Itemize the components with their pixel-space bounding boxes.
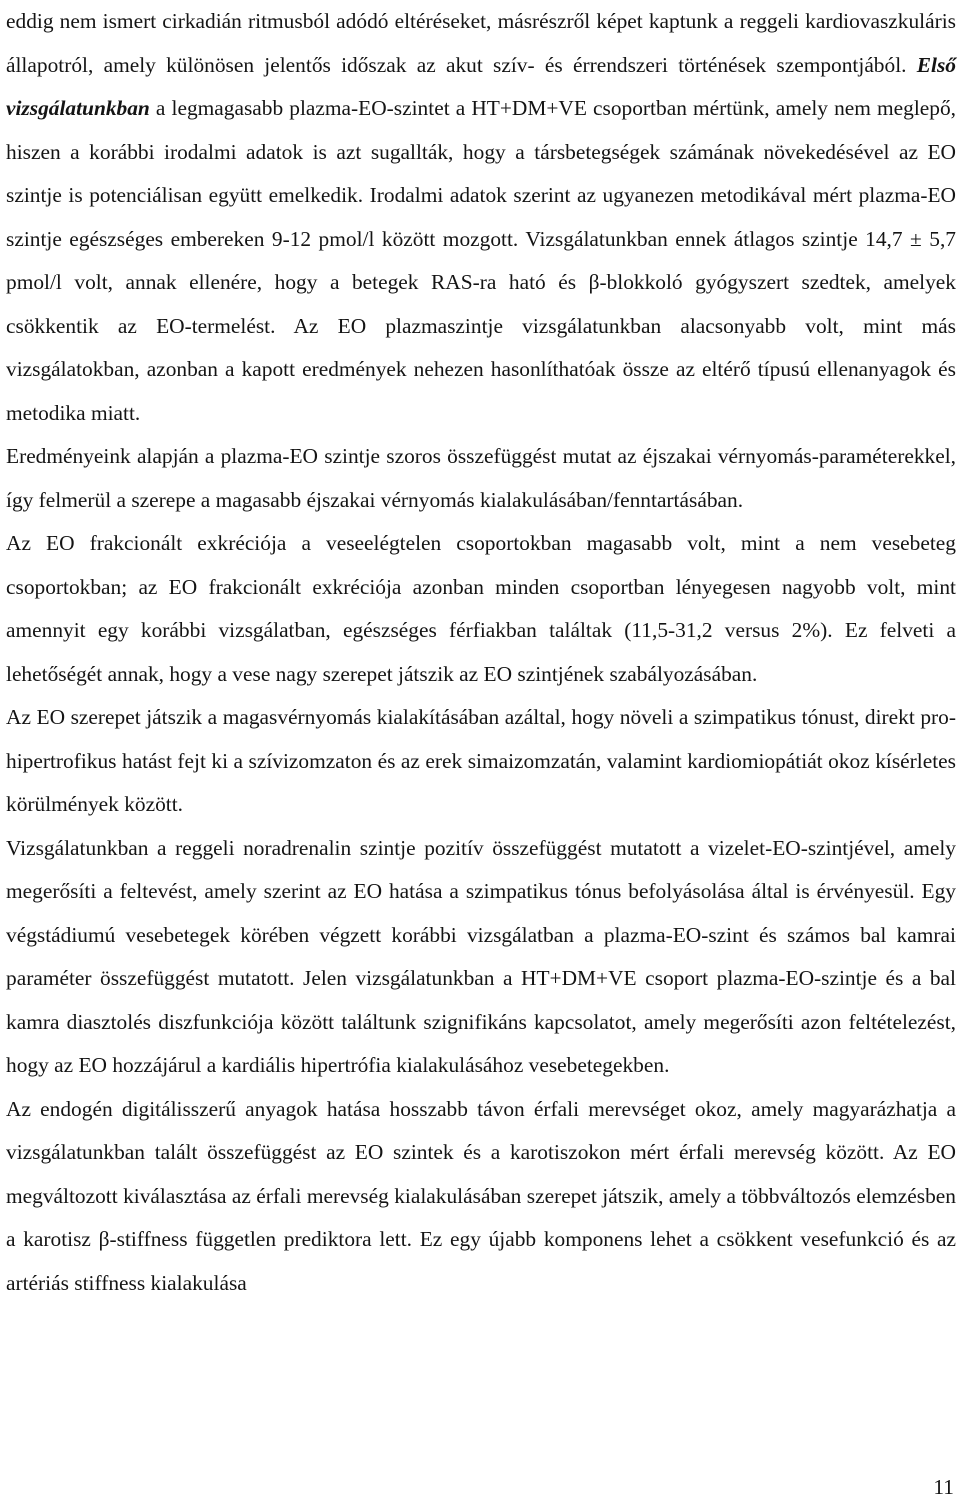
paragraph-3: Az EO frakcionált exkréciója a veseelégtelen csoportokban magasabb volt, mint a nem vesebeteg csoportokban; az EO frakcionált exkréciója azonban minden csoportban lényegesen nagyobb volt, mint amennyit egy korábbi vizsgálatban, egészséges férfiakban találtak (11,5-31,2 versus 2%). Ez felveti a lehetőségét annak, hogy a vese nagy szerepet játszik az EO szintjének szabályozásában. xyxy=(6,531,956,686)
document-body xyxy=(6,0,956,1305)
paragraph-5: Vizsgálatunkban a reggeli noradrenalin szintje pozitív összefüggést mutatott a vizelet-EO-szintjével, amely megerősíti a feltevést, amely szerint az EO hatása a szimpatikus tónus befolyásolása által is érvényesül. Egy végstádiumú vesebetegek körében végzett korábbi vizsgálatban a plazma-EO-szint és számos bal kamrai paraméter összefüggést mutatott. Jelen vizsgálatunkban a HT+DM+VE csoport plazma-EO-szintje és a bal kamra diasztolés diszfunkciója között találtunk szignifikáns kapcsolatot, amely megerősíti azon feltételezést, hogy az EO hozzájárul a kardiális hipertrófia kialakulásához vesebetegekben. xyxy=(6,835,956,1077)
paragraph-2: Eredményeink alapján a plazma-EO szintje szoros összefüggést mutat az éjszakai vérnyomás-paraméterekkel, így felmerül a szerepe a magasabb éjszakai vérnyomás kialakulásában/fenntartásában. xyxy=(6,444,956,512)
paragraph-4: Az EO szerepet játszik a magasvérnyomás kialakításában azáltal, hogy növeli a szimpatikus tónust, direkt pro-hipertrofikus hatást fejt ki a szívizomzaton és az erek simaizomzatán, valamint kardiomiopátiát okoz kísérletes körülmények között. xyxy=(6,705,956,816)
paragraph-1-lead: eddig nem ismert cirkadián ritmusból adódó eltéréseket, másrészről képet kaptunk a reggeli kardiovaszkuláris állapotról, amely különösen jelentős időszak az akut szív- és érrendszeri történések szempontjából. xyxy=(6,9,956,77)
paragraph-1-emphasis: Első vizsgálatunkban xyxy=(6,52,956,120)
paragraph-1-rest: a legmagasabb plazma-EO-szintet a HT+DM+VE csoportban mértünk, amely nem meglepő, hiszen a korábbi irodalmi adatok is azt sugallták, hogy a társbetegségek számának növekedésével az EO szintje is potenciálisan együtt emelkedik. Irodalmi adatok szerint az ugyanezen metodikával mért plazma-EO szintje egészséges embereken 9-12 pmol/l között mozgott. Vizsgálatunkban ennek átlagos szintje 14,7 ± 5,7 pmol/l volt, annak ellenére, hogy a betegek RAS-ra ható és β-blokkoló gyógyszert szedtek, amelyek csökkentik az EO-termelést. Az EO plazmaszintje vizsgálatunkban alacsonyabb volt, mint más vizsgálatokban, azonban a kapott eredmények nehezen hasonlíthatóak össze az eltérő típusú ellenanyagok és metodika miatt. xyxy=(6,96,956,425)
page-number: 11 xyxy=(933,1475,954,1499)
paragraph-6: Az endogén digitálisszerű anyagok hatása hosszabb távon érfali merevséget okoz, amely magyarázhatja a vizsgálatunkban talált összefüggést az EO szintek és a karotiszokon mért érfali merevség között. Az EO megváltozott kiválasztása az érfali merevség kialakulásában szerepet játszik, amely a többváltozós elemzésben a karotisz β-stiffness független prediktora lett. Ez egy újabb komponens lehet a csökkent vesefunkció és az artériás stiffness kialakulása xyxy=(6,1096,956,1295)
paragraph-1 xyxy=(6,0,956,435)
